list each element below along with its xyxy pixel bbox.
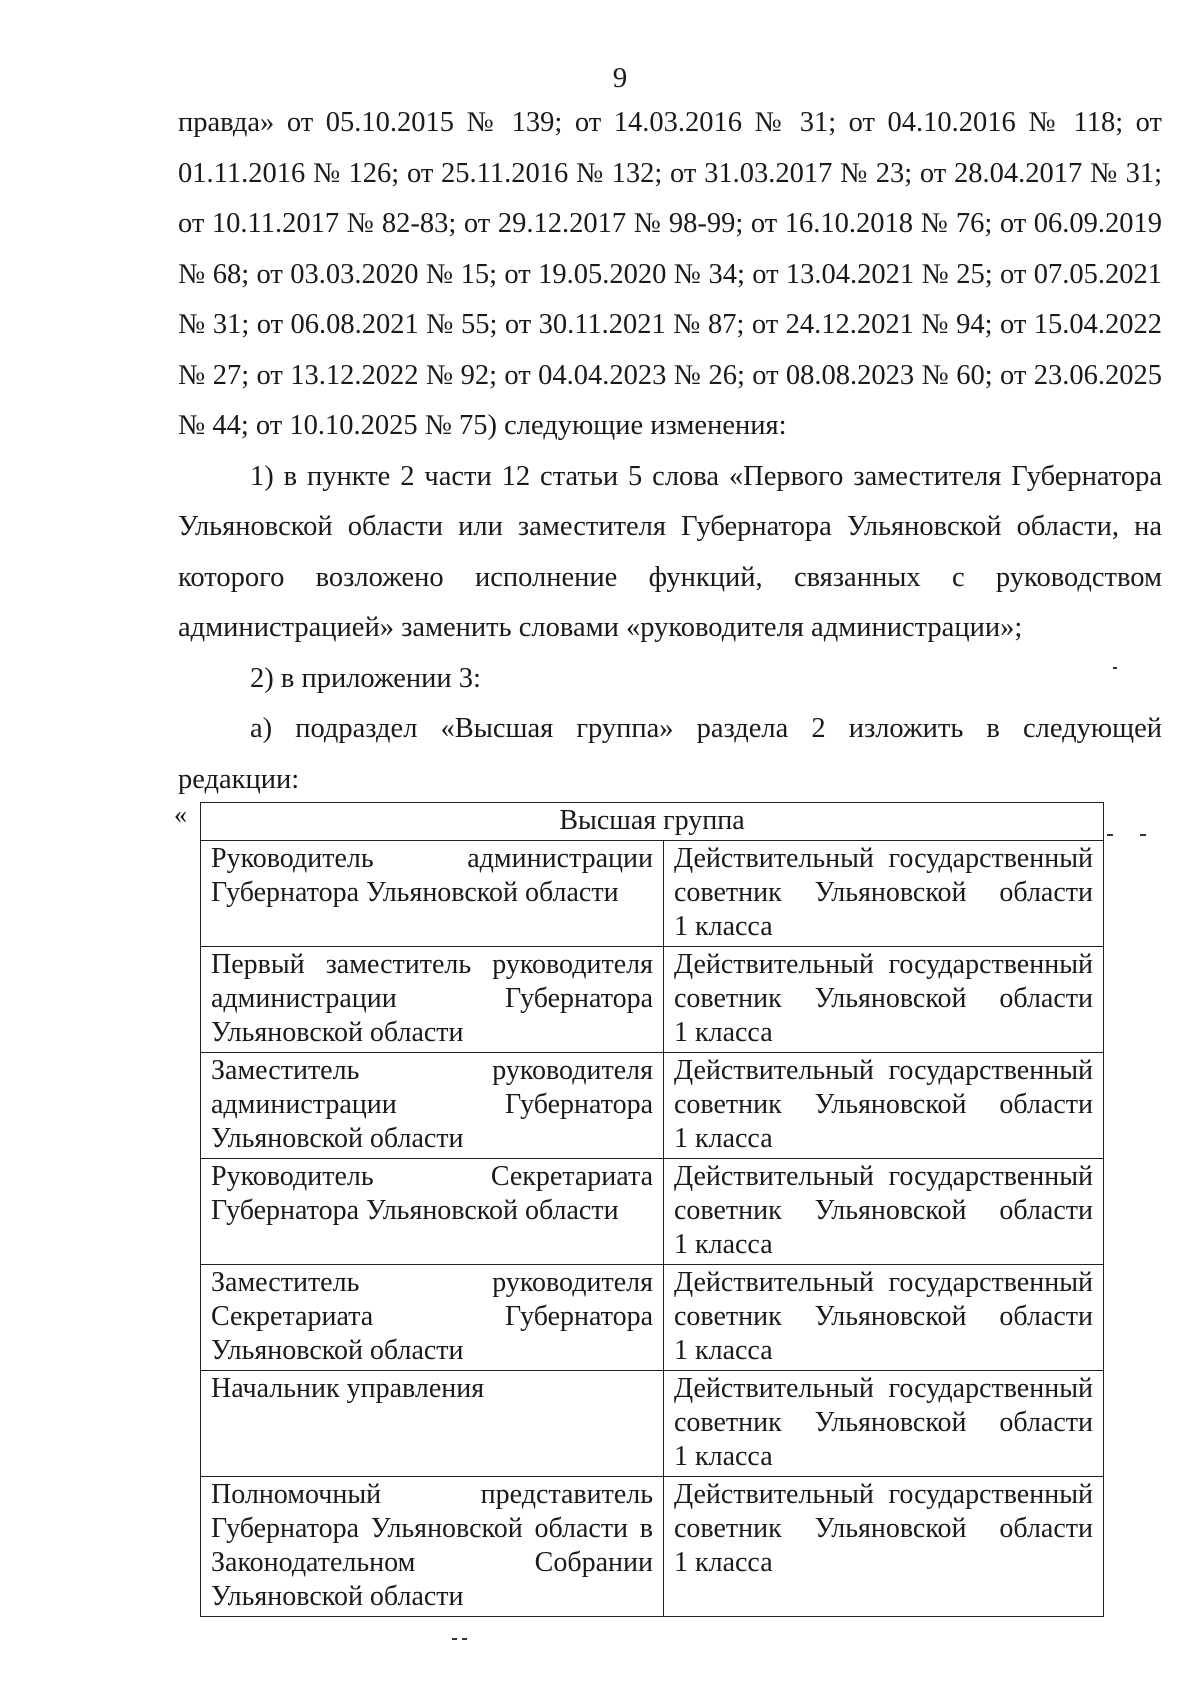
scan-mark [1107,834,1113,836]
rank-line: 1 класса [674,1547,773,1578]
rank-line: Действительный государственный [674,1267,1093,1298]
table-row [201,1053,1104,1159]
amendment-item-1: 1) в пункте 2 части 12 статьи 5 слова «Первого заместителя Губернатора Ульяновской области или заместителя Губернатора Ульяновской области, на которого возложено исполнение функций, связанных с руководством администрацией» заменить словами «руководителя администрации»; [178,460,1162,643]
table-row [201,947,1104,1053]
rank-line: Действительный государственный [674,1373,1093,1404]
rank-cell [664,1371,1104,1477]
rank-line: Действительный государственный [674,843,1093,874]
table-row [201,1159,1104,1265]
rank-cell [664,1265,1104,1371]
rank-line: советник Ульяновской области [674,1195,1093,1226]
rank-cell [664,947,1104,1053]
rank-line: Действительный государственный [674,949,1093,980]
rank-cell [664,841,1104,947]
rank-line: Действительный государственный [674,1055,1093,1086]
rank-line: советник Ульяновской области [674,1513,1093,1544]
scan-mark [1113,667,1117,669]
rank-line: 1 класса [674,1335,773,1366]
rank-line: Действительный государственный [674,1479,1093,1510]
table-row [201,841,1104,947]
rank-line: советник Ульяновской области [674,1301,1093,1332]
opening-quote: « [174,800,187,829]
table-row [201,1371,1104,1477]
rank-line: 1 класса [674,1017,773,1048]
rank-line: 1 класса [674,911,773,942]
amendment-item-2: 2) в приложении 3: [250,662,481,694]
rank-line: советник Ульяновской области [674,1089,1093,1120]
position-cell: Руководитель Секретариата Губернатора Ульяновской области [201,1159,664,1265]
position-cell: Первый заместитель руководителя администрации Губернатора Ульяновской области [201,947,664,1053]
rank-line: советник Ульяновской области [674,877,1093,908]
rank-table [200,802,1104,1617]
scan-mark [1140,834,1146,836]
rank-line: 1 класса [674,1229,773,1260]
position-cell: Заместитель руководителя администрации Губернатора Ульяновской области [201,1053,664,1159]
rank-cell [664,1053,1104,1159]
rank-line: советник Ульяновской области [674,1407,1093,1438]
table-group-header: Высшая группа [201,803,1104,841]
rank-line: Действительный государственный [674,1161,1093,1192]
table-row [201,1265,1104,1371]
position-cell: Полномочный представитель Губернатора Ульяновской области в Законодательном Собрании Ульяновской области [201,1477,664,1617]
position-cell: Руководитель администрации Губернатора Ульяновской области [201,841,664,947]
table-row [201,1477,1104,1617]
position-cell: Начальник управления [201,1371,664,1477]
rank-cell [664,1477,1104,1617]
position-cell: Заместитель руководителя Секретариата Губернатора Ульяновской области [201,1265,664,1371]
scan-mark [452,1638,457,1640]
rank-line: советник Ульяновской области [674,983,1093,1014]
scan-mark [462,1638,467,1640]
rank-line: 1 класса [674,1441,773,1472]
page-number: 9 [612,62,628,94]
rank-cell [664,1159,1104,1265]
continuation-paragraph: правда» от 05.10.2015 № 139; от 14.03.2016 № 31; от 04.10.2016 № 118; от 01.11.2016 № 126; от 25.11.2016 № 132; от 31.03.2017 № 23; от 28.04.2017 № 31; от 10.11.2017 № 82-83; от 29.12.2017 № 98-99; от 16.10.2018 № 76; от 06.09.2019 № 68; от 03.03.2020 № 15; от 19.05.2020 № 34; от 13.04.2021 № 25; от 07.05.2021 № 31; от 06.08.2021 № 55; от 30.11.2021 № 87; от 24.12.2021 № 94; от 15.04.2022 № 27; от 13.12.2022 № 92; от 04.04.2023 № 26; от 08.08.2023 № 60; от 23.06.2025 № 44; от 10.10.2025 № 75) следующие изменения: [178,107,1162,441]
amendment-item-2a: а) подраздел «Высшая группа» раздела 2 изложить в следующей редакции: [178,713,1162,795]
rank-line: 1 класса [674,1123,773,1154]
document-body [178,98,1162,805]
